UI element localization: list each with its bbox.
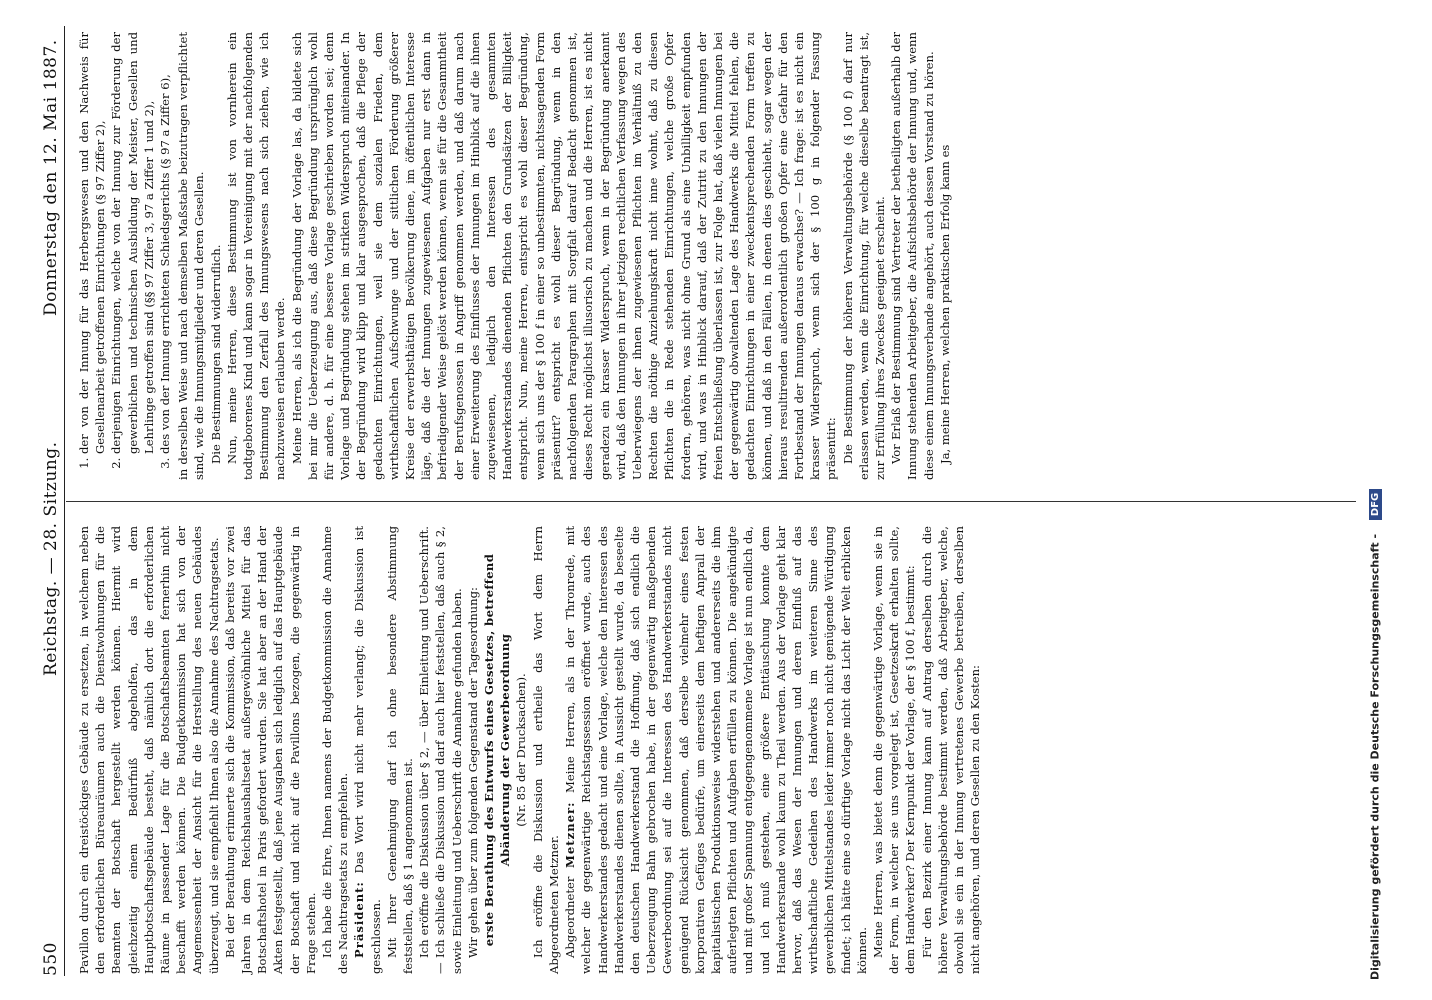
paragraph-text: Das Wort wird nicht mehr verlangt; die Diskussion ist geschlossen.	[352, 526, 383, 974]
paragraph: Ja, meine Herren, welchen praktischen Erfolg kann es	[937, 144, 952, 464]
digitization-credit	[1368, 20, 1392, 980]
page-number: 550	[41, 942, 61, 976]
right-column	[76, 32, 953, 480]
column-divider	[66, 501, 1356, 502]
speaker-label: Präsident:	[352, 881, 367, 958]
paragraph: Bei der Berathung erinnerte sich die Kommission, daß bereits vor zwei Jahren in dem Reichshaushaltsetat außergewöhnliche Mittel für das Botschaftshotel in Paris gefordert wurden. Sie hat aber an der Hand der Akten festgestellt, daß jene Ausgaben sich lediglich auf das Hauptgebäude der Botschaft und nicht auf die Pavillons bezogen, die gegenwärtig in Frage stehen.	[222, 526, 318, 974]
paragraph: Nun, meine Herren, diese Bestimmung ist von vornherein ein todtgeborenes Kind und kann sogar in Vereinigung mit der nachfolgenden Bestimmung den Zerfall des Innungswesens nach sich ziehen, wie ich nachzuweisen erlauben werde.	[224, 32, 288, 480]
quoted-paragraph: Vor Erlaß der Bestimmung sind Vertreter der betheiligten außerhalb der Innung stehenden Arbeitgeber, die Aufsichtsbehörde der Innung und, wenn diese einem Innungsverbande angehört, auch dessen Vorstand zu hören.	[889, 32, 936, 480]
running-header	[38, 26, 65, 976]
agenda-subheading: (Nr. 85 der Drucksachen).	[514, 673, 529, 827]
numbered-list	[76, 32, 173, 480]
president-paragraph	[351, 526, 383, 974]
credit-text: Digitalisierung gefördert durch die Deutsche Forschungsgemeinschaft -	[1368, 533, 1382, 980]
list-item: 3. des von der Innung errichteten Schiedsgerichts (§ 97 a Ziffer 6),	[157, 32, 173, 454]
paragraph: Meine Herren, was bietet denn die gegenwärtige Vorlage, wenn sie in der Form, in welcher sie uns vorgelegt ist, Gesetzeskraft erhalten sollte, dem Handwerker? Der Kernpunkt der Vorlage, der § 100 f, bestimmt:	[870, 526, 918, 974]
agenda-heading: erste Berathung des Entwurfs eines Gesetzes, betreffend Abänderung der Gewerbeordnung	[482, 553, 513, 947]
session-date: Donnerstag den 12. Mai 1887.	[41, 39, 61, 316]
paragraph: Die Bestimmungen sind widerruflich.	[208, 244, 223, 464]
speaker-label: Metzner:	[563, 801, 578, 868]
quoted-paragraph: Die Bestimmung der höheren Verwaltungsbehörde (§ 100 f) darf nur erlassen werden, wenn die Einrichtung, für welche dieselbe beantragt ist, zur Erfüllung ihres Zweckes geeignet erscheint.	[840, 32, 887, 480]
list-item: 1. der von der Innung für das Herbergswesen und den Nachweis für Gesellenarbeit getroffenen Einrichtungen (§ 97 Ziffer 2),	[76, 32, 108, 454]
speech-paragraph	[562, 526, 870, 974]
paragraph: Ich eröffne die Diskussion über § 2, — über Einleitung und Ueberschrift. — Ich schließe die Diskussion und darf auch hier feststellen, daß auch § 2, sowie Einleitung und Ueberschrift die Annahme gefunden haben.	[417, 526, 464, 974]
paragraph: Ich eröffne die Diskussion und ertheile das Wort dem Herrn Abgeordneten Metzner.	[530, 526, 561, 974]
list-item: 2. derjenigen Einrichtungen, welche von der Innung zur Förderung der gewerblichen und technischen Ausbildung der Meister, Gesellen und Lehrlinge getroffen sind (§§ 97 Ziffer 3, 97 a Ziffer 1 und 2),	[108, 32, 157, 454]
paragraph: Ich habe die Ehre, Ihnen namens der Budgetkommission die Annahme des Nachtragsetats zu empfehlen.	[320, 526, 351, 974]
paragraph: in derselben Weise und nach demselben Maßstabe beizutragen verpflichtet sind, wie die Innungsmitglieder und deren Gesellen.	[176, 32, 207, 480]
speaker-title: Abgeordneter	[563, 876, 578, 958]
quoted-paragraph: Für den Bezirk einer Innung kann auf Antrag derselben durch die höhere Verwaltungsbehörde bestimmt werden, daß Arbeitgeber, welche, obwohl sie ein in der Innung vertretenes Gewerbe betreiben, derselben nicht angehören, und deren Gesellen zu den Kosten:	[919, 526, 983, 974]
paragraph-text: Meine Herren, als in der Thronrede, mit welcher die gegenwärtige Reichstagssession eröffnet wurde, auch des Handwerkerstandes gedacht und eine Vorlage, welche den Interessen des Handwerkerstandes dienen sollte, in Aussicht gestellt wurde, da beseelte den deutschen Handwerkerstand die Hoffnung, daß sich endlich die Ueberzeugung Bahn gebrochen habe, in der gegenwärtig maßgebenden Gewerbeordnung sei auf die Interessen des Handwerkerstandes nicht genügend Rücksicht genommen, daß derselbe vielmehr eines festen korporativen Gefüges bedürfe, um einerseits dem heftigen Anprall der kapitalistischen Produktionsweise widerstehen und andererseits die ihm auferlegten Pflichten und Aufgaben erfüllen zu können. Die angekündigte und mit großer Spannung entgegengenommene Vorlage ist nun endlich da, und ich muß gestehen, eine größere Enttäuschung konnte dem Handwerkerstande wohl kaum zu Theil werden. Aus der Vorlage geht klar hervor, daß das Wesen der Innungen und deren Einfluß auf das wirthschaftliche Gedeihen des Handwerks im weiteren Sinne des gewerblichen Mittelstandes leider immer noch nicht genügende Würdigung findet; ich hätte eine so dürftige Vorlage nicht das Licht der Welt erblicken können.	[563, 525, 869, 974]
session-title: Reichstag. — 28. Sitzung.	[41, 441, 61, 676]
paragraph: Mit Ihrer Genehmigung darf ich ohne besondere Abstimmung feststellen, daß § 1 angenommen ist.	[384, 526, 416, 974]
dfg-logo: DFG	[1369, 489, 1382, 520]
paragraph: Pavillon durch ein dreistöckiges Gebäude zu ersetzen, in welchem neben den erforderlichen Büreauräumen auch die Dienstwohnungen für die Beamten der Botschaft hergestellt werden können. Hiermit wird gleichzeitig einem Bedürfniß abgeholfen, das in dem Hauptbotschaftsgebäude besteht, daß nämlich dort die erforderlichen Räume in passender Lage für die Botschaftsbeamten fernerhin nicht beschafft werden können. Die Budgetkommission hat sich von der Angemessenheit der Ansicht für die Herstellung des neuen Gebäudes überzeugt, und sie empfiehlt Ihnen also die Annahme des Nachtragsetats.	[77, 526, 221, 974]
paragraph: Wir gehen über zum folgenden Gegenstand der Tagesordnung:	[465, 587, 480, 958]
left-column	[76, 526, 983, 974]
paragraph: Meine Herren, als ich die Begründung der Vorlage las, da bildete sich bei mir die Ueberzeugung aus, daß diese Begründung ursprünglich wohl für andere, d. h. für eine bessere Vorlage geschrieben worden sei; denn Vorlage und Begründung stehen im strikten Widerspruch miteinander. In der Begründung wird klipp und klar ausgesprochen, daß die Pflege der gedachten Einrichtungen, weil sie dem sozialen Frieden, dem wirthschaftlichen Aufschwunge und der sittlichen Förderung größerer Kreise der erwerbsthätigen Bevölkerung diene, im öffentlichen Interesse läge, daß die der Innungen zugewiesenen Aufgaben nur erst dann in befriedigender Weise gelöst werden können, wenn sie für die Gesammtheit der Berufsgenossen in Angriff genommen werden, und daß darum nach einer Erweiterung des Einflusses der Innungen im Hinblick auf die ihnen zugewiesenen, lediglich den Interessen des gesammten Handwerkerstandes dienenden Pflichten den Grundsätzen der Billigkeit entspricht. Nun, meine Herren, entspricht es wohl dieser Begründung, wenn sich uns der § 100 f in einer so unbestimmten, nichtssagenden Form präsentirt? entspricht es wohl dieser Begründung, wenn in den nachfolgenden Paragraphen mit Sorgfalt darauf Bedacht genommen ist, dieses Recht möglichst illusorisch zu machen und die Herren, ist es nicht geradezu ein krasser Widerspruch, wenn in der Begründung anerkannt wird, daß den Innungen in ihrer jetzigen rechtlichen Verfassung wegen des Ueberwiegens der ihnen zugewiesenen Pflichten im Verhältniß zu den Rechten die nöthige Anziehungskraft nicht inne wohnt, daß zu diesen Pflichten die in Rede stehenden Einrichtungen, welche große Opfer fordern, gehören, was nicht ohne Grund als eine Unbilligkeit empfunden wird, und was in Hinblick darauf, daß der Zutritt zu den Innungen der freien Entschließung überlassen ist, zur Folge hat, daß vielen Innungen bei der gegenwärtig obwaltenden Lage des Handwerks die Mittel fehlen, die gedachten Einrichtungen in einer zweckentsprechenden Form treffen zu können, und daß in den Fällen, in denen dies geschieht, sogar wegen der hieraus resultirenden außerordentlich großen Opfer eine Gefahr für den Fortbestand der Innungen daraus erwachse? — Ich frage: ist es nicht ein krasser Widerspruch, wenn sich der § 100 g in folgender Fassung präsentirt:	[289, 32, 839, 480]
